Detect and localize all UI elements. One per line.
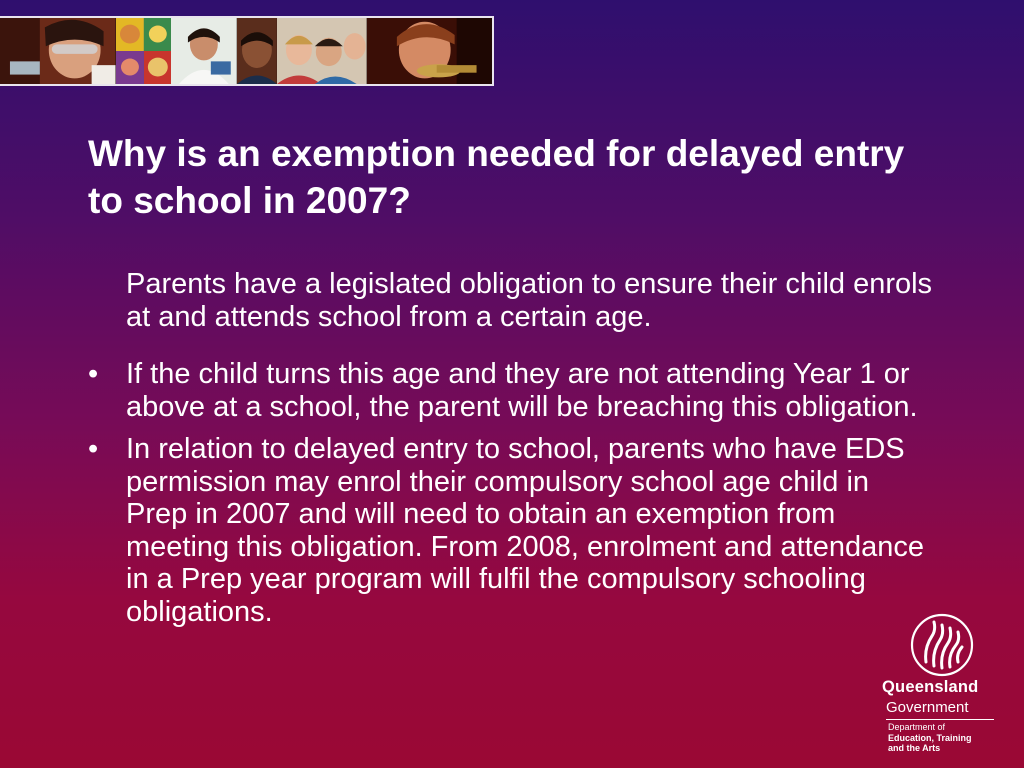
boy-with-trumpet-photo <box>367 18 492 84</box>
queensland-crest-icon <box>910 612 974 678</box>
intro-paragraph: Parents have a legislated obligation to ensure their child enrols at and attends school from a certain age. <box>126 268 933 333</box>
bullet-text: In relation to delayed entry to school, parents who have EDS permission may enrol their compulsory school age child in Prep in 2007 and will need to obtain an exemption from meeting this obligation. From 2008, enrolment and attendance in a Prep year program will fulfil the compulsory schooling obligations. <box>126 433 924 628</box>
bullet-icon: • <box>88 358 99 390</box>
logo-government: Government <box>886 699 969 716</box>
bullet-icon: • <box>88 433 99 465</box>
teacher-photo <box>171 18 237 84</box>
bullet-list <box>88 358 933 628</box>
logo-name: Queensland <box>882 678 979 696</box>
slide-body <box>88 268 933 638</box>
logo-divider <box>886 719 994 720</box>
bullet-text: If the child turns this age and they are not attending Year 1 or above at a school, the parent will be breaching this obligation. <box>126 358 918 423</box>
department-line: and the Arts <box>888 743 941 753</box>
slide-title: Why is an exemption needed for delayed entry to school in 2007? <box>88 133 905 221</box>
photo-strip <box>0 16 494 86</box>
department-line: Department of <box>888 722 946 732</box>
department-line: Education, Training <box>888 732 972 743</box>
bullet-item <box>88 433 933 628</box>
bullet-item <box>88 358 933 423</box>
student-with-safety-glasses-photo <box>0 18 116 84</box>
group-of-children-photo <box>277 18 367 84</box>
logo-department <box>888 722 972 754</box>
colourful-artwork-photo <box>116 18 172 84</box>
queensland-government-logo <box>880 612 1010 762</box>
child-photo <box>237 18 277 84</box>
